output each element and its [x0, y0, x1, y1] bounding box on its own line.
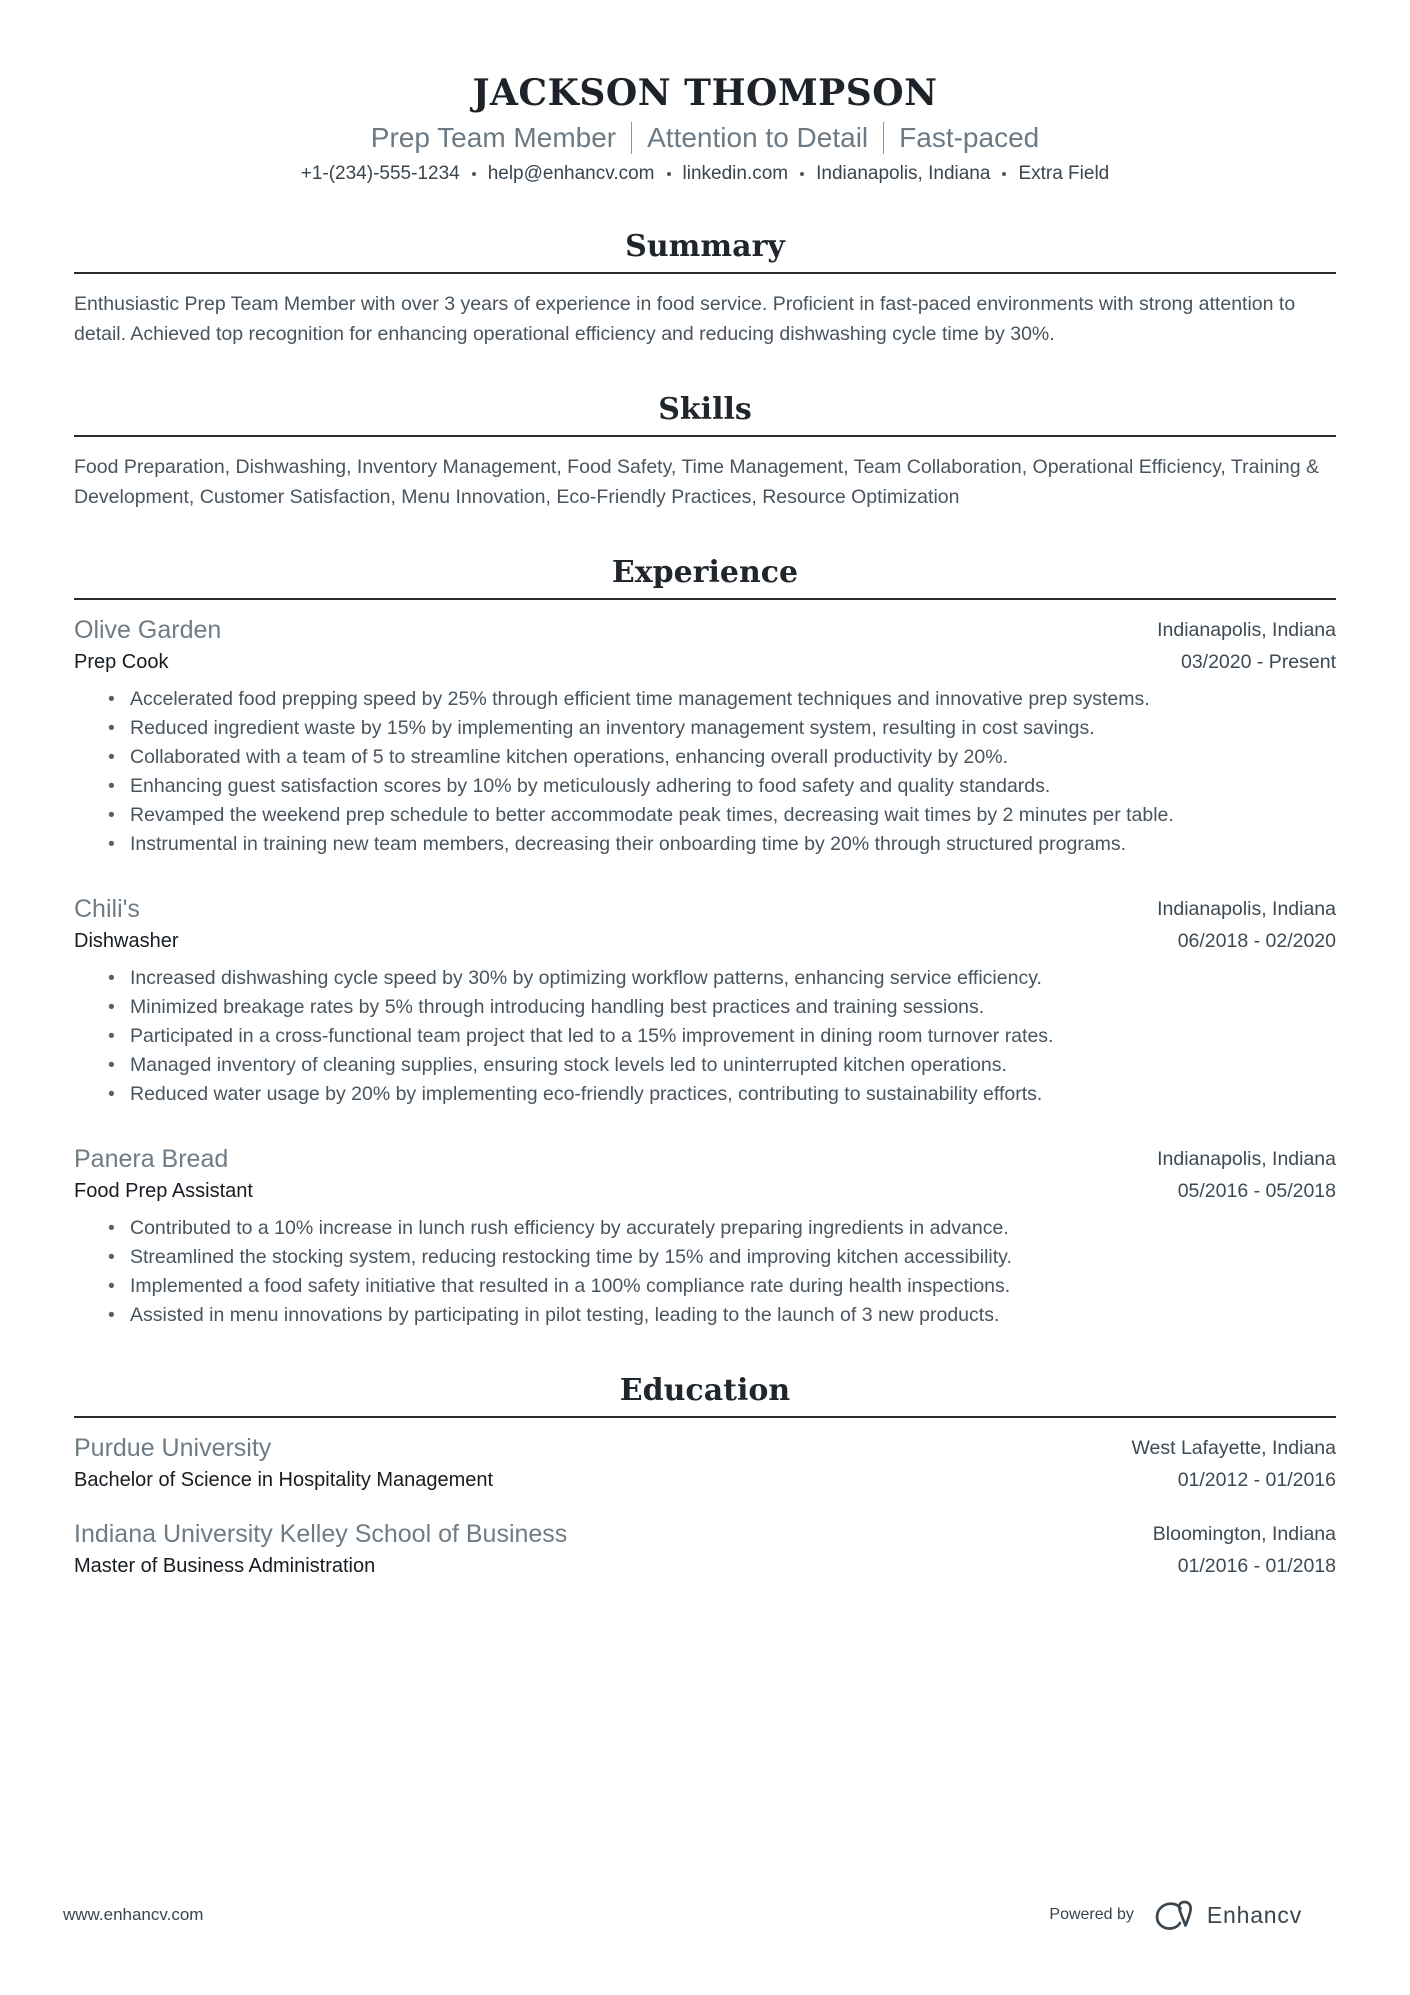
bullet-item: • Enhancing guest satisfaction scores by 10% by meticulously adhering to food safety and quality standards. — [108, 772, 1336, 801]
degree-name: Master of Business Administration — [74, 1555, 376, 1577]
job-bullets — [74, 685, 1336, 859]
education-heading: Education — [619, 1373, 791, 1408]
bullet-item: • Instrumental in training new team members, decreasing their onboarding time by 20% through structured programs. — [108, 830, 1336, 859]
headline — [74, 121, 1336, 155]
bullet-item: • Managed inventory of cleaning supplies, ensuring stock levels led to uninterrupted kitchen operations. — [108, 1051, 1336, 1080]
job-location: Indianapolis, Indiana — [1157, 619, 1336, 641]
job-title: Food Prep Assistant — [74, 1180, 253, 1202]
job-location: Indianapolis, Indiana — [1157, 1148, 1336, 1170]
summary-heading: Summary — [625, 229, 785, 264]
candidate-name: JACKSON THOMPSON — [472, 72, 938, 114]
extra-field-text: Extra Field — [1018, 163, 1110, 184]
experience-heading: Experience — [611, 555, 799, 590]
bullet-item: • Streamlined the stocking system, reducing restocking time by 15% and improving kitchen accessibility. — [108, 1243, 1336, 1272]
powered-by-label: Powered by — [1049, 1906, 1134, 1923]
bullet-item: • Assisted in menu innovations by participating in pilot testing, leading to the launch of 3 new products. — [108, 1301, 1336, 1330]
enhancv-brand-text[interactable]: Enhancv — [1206, 1901, 1302, 1928]
separator-bar — [631, 122, 632, 154]
company-name: Chili's — [74, 895, 140, 923]
page-footer — [63, 1899, 1302, 1931]
job-dates: 03/2020 - Present — [1180, 651, 1336, 673]
dot-separator-icon — [472, 172, 476, 176]
section-divider — [74, 435, 1336, 437]
job-dates: 05/2016 - 05/2018 — [1177, 1180, 1336, 1202]
summary-text: Enthusiastic Prep Team Member with over 3 years of experience in food service. Proficient in fast-paced environments with strong attention to detail. Achieved top recognition for enhancing operational efficiency and reducing dishwashing cycle time by 30%. — [74, 293, 1296, 345]
skills-heading: Skills — [658, 392, 752, 427]
resume-header — [74, 72, 1336, 186]
bullet-item: • Reduced water usage by 20% by implementing eco-friendly practices, contributing to sustainability efforts. — [108, 1080, 1336, 1109]
headline-part: Attention to Detail — [647, 122, 869, 153]
dot-separator-icon — [667, 172, 671, 176]
school-location: Bloomington, Indiana — [1152, 1523, 1336, 1545]
school-dates: 01/2012 - 01/2016 — [1177, 1469, 1336, 1491]
headline-part: Prep Team Member — [370, 122, 617, 153]
company-name: Olive Garden — [74, 616, 222, 644]
education-section — [74, 1373, 1336, 1579]
summary-section — [74, 229, 1336, 349]
contact-row — [74, 162, 1336, 186]
job-entry — [74, 1144, 1336, 1330]
dot-separator-icon — [800, 172, 804, 176]
bullet-item: • Increased dishwashing cycle speed by 30% by optimizing workflow patterns, enhancing service efficiency. — [108, 964, 1336, 993]
school-dates: 01/2016 - 01/2018 — [1177, 1555, 1336, 1577]
bullet-item: • Collaborated with a team of 5 to streamline kitchen operations, enhancing overall productivity by 20%. — [108, 743, 1336, 772]
enhancv-logo-icon — [1150, 1899, 1197, 1931]
school-name: Purdue University — [74, 1434, 272, 1462]
bullet-item: • Minimized breakage rates by 5% through introducing handling best practices and training sessions. — [108, 993, 1336, 1022]
separator-bar — [883, 122, 884, 154]
enhancv-site-link[interactable]: www.enhancv.com — [63, 1905, 204, 1924]
experience-section — [74, 555, 1336, 1330]
bullet-item: • Revamped the weekend prep schedule to better accommodate peak times, decreasing wait times by 2 minutes per table. — [108, 801, 1336, 830]
job-bullets — [74, 964, 1336, 1109]
education-entry — [74, 1433, 1336, 1493]
dot-separator-icon — [1002, 172, 1006, 176]
job-title: Dishwasher — [74, 930, 179, 952]
job-entry — [74, 894, 1336, 1109]
section-divider — [74, 598, 1336, 600]
job-header — [74, 615, 1336, 675]
skills-section — [74, 392, 1336, 512]
job-header — [74, 894, 1336, 954]
school-name: Indiana University Kelley School of Business — [74, 1520, 568, 1548]
bullet-item: • Reduced ingredient waste by 15% by implementing an inventory management system, resulting in cost savings. — [108, 714, 1336, 743]
job-bullets — [74, 1214, 1336, 1330]
education-entry — [74, 1519, 1336, 1579]
school-location: West Lafayette, Indiana — [1131, 1437, 1336, 1459]
section-divider — [74, 272, 1336, 274]
headline-part: Fast-paced — [899, 122, 1040, 153]
job-location: Indianapolis, Indiana — [1157, 898, 1336, 920]
bullet-item: • Participated in a cross-functional team project that led to a 15% improvement in dining room turnover rates. — [108, 1022, 1336, 1051]
section-divider — [74, 1416, 1336, 1418]
job-title: Prep Cook — [74, 651, 169, 673]
bullet-item: • Implemented a food safety initiative that resulted in a 100% compliance rate during health inspections. — [108, 1272, 1336, 1301]
job-dates: 06/2018 - 02/2020 — [1177, 930, 1336, 952]
skills-text: Food Preparation, Dishwashing, Inventory Management, Food Safety, Time Management, Team Collaboration, Operational Efficiency, Training & Development, Customer Satisfaction, Menu Innovation, Eco-Friendly Practices, Resource Optimization — [74, 456, 1320, 508]
job-header — [74, 1144, 1336, 1204]
company-name: Panera Bread — [74, 1145, 229, 1173]
degree-name: Bachelor of Science in Hospitality Management — [74, 1469, 494, 1491]
location-text: Indianapolis, Indiana — [816, 163, 991, 184]
linkedin-link[interactable]: linkedin.com — [682, 163, 789, 184]
powered-by-block — [1049, 1899, 1302, 1931]
job-entry — [74, 615, 1336, 859]
email-link[interactable]: help@enhancv.com — [487, 163, 655, 184]
bullet-item: • Accelerated food prepping speed by 25% through efficient time management techniques and innovative prep systems. — [108, 685, 1336, 714]
bullet-item: • Contributed to a 10% increase in lunch rush efficiency by accurately preparing ingredients in advance. — [108, 1214, 1336, 1243]
phone-number: +1-(234)-555-1234 — [300, 163, 460, 184]
